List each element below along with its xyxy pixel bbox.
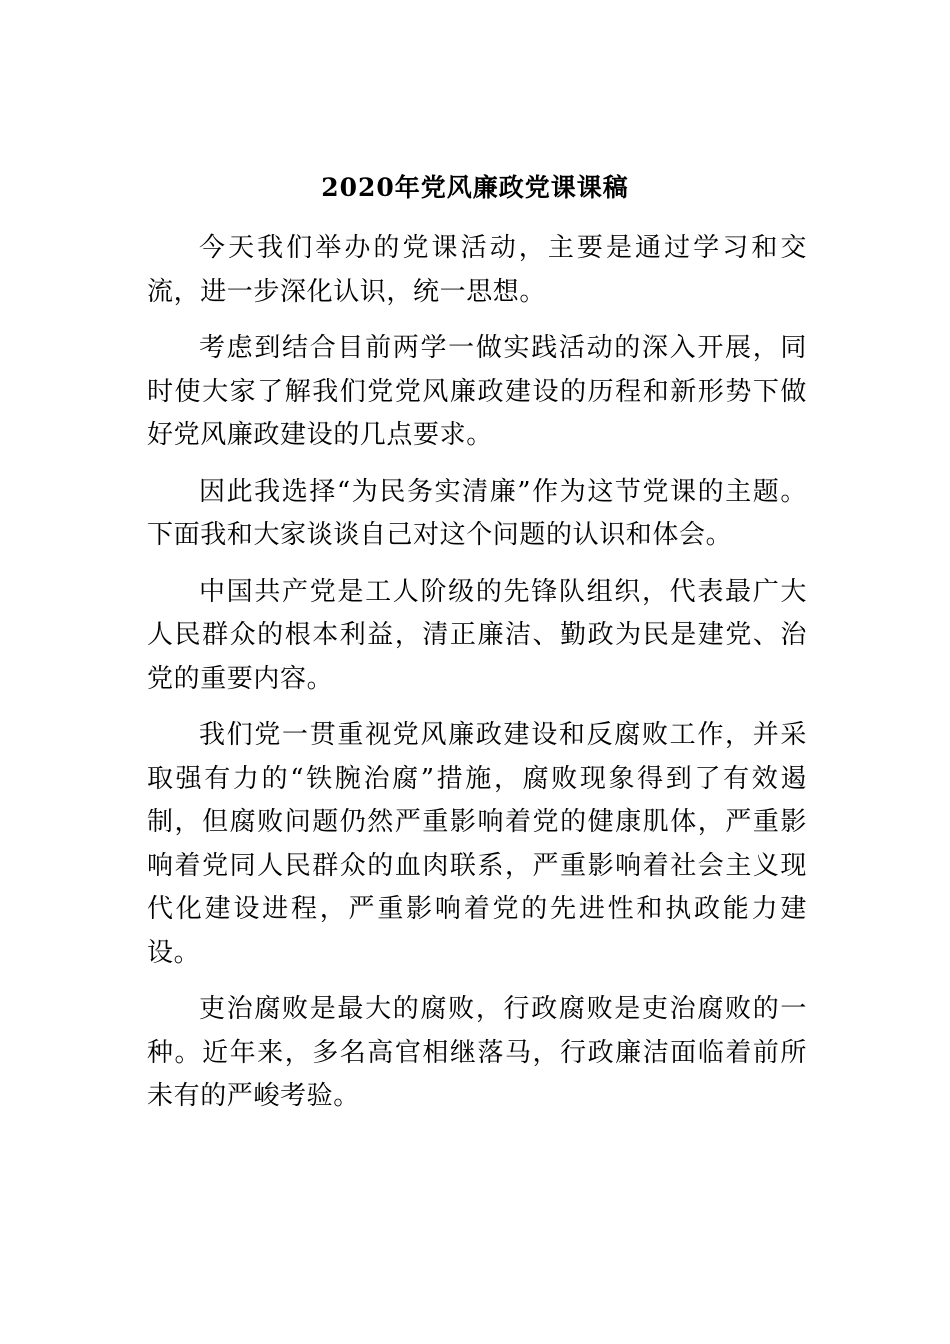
document-title: 2020年党风廉政党课课稿 bbox=[321, 173, 629, 202]
paragraph-2: 考虑到结合目前两学一做实践活动的深入开展，同时使大家了解我们党党风廉政建设的历程和新形势下做好党风廉政建设的几点要求。 bbox=[147, 333, 807, 450]
paragraph-3: 因此我选择“为民务实清廉”作为这节党课的主题。下面我和大家谈谈自己对这个问题的认识和体会。 bbox=[147, 476, 807, 550]
paragraph-5: 我们党一贯重视党风廉政建设和反腐败工作，并采取强有力的“铁腕治腐”措施，腐败现象得到了有效遏制，但腐败问题仍然严重影响着党的健康肌体，严重影响着党同人民群众的血肉联系，严重影响着社会主义现代化建设进程，严重影响着党的先进性和执政能力建设。 bbox=[147, 720, 807, 968]
paragraph-1: 今天我们举办的党课活动，主要是通过学习和交流，进一步深化认识，统一思想。 bbox=[147, 233, 807, 307]
paragraph-6: 吏治腐败是最大的腐败，行政腐败是吏治腐败的一种。近年来，多名高官相继落马，行政廉洁面临着前所未有的严峻考验。 bbox=[147, 994, 807, 1111]
document-body bbox=[147, 227, 807, 1132]
paragraph-4: 中国共产党是工人阶级的先锋队组织，代表最广大人民群众的根本利益，清正廉洁、勤政为民是建党、治党的重要内容。 bbox=[147, 576, 807, 694]
